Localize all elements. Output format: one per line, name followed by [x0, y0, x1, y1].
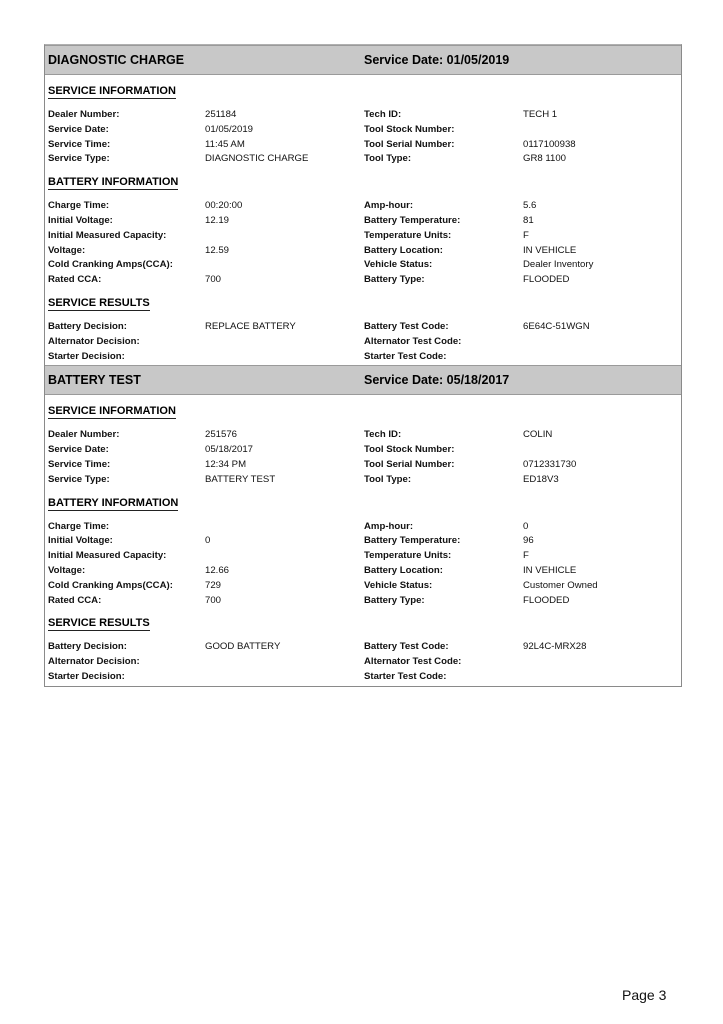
field-value: 12.66 — [205, 564, 230, 576]
field-value: 6E64C-51WGN — [523, 320, 590, 332]
field-label: Initial Voltage: — [48, 214, 113, 226]
service-report — [44, 44, 682, 687]
field-value: 12.19 — [205, 214, 230, 226]
subsection-heading: SERVICE INFORMATION — [48, 85, 176, 97]
field-value: ED18V3 — [523, 473, 559, 485]
field-value: 12:34 PM — [205, 458, 247, 470]
field-label: Amp-hour: — [364, 200, 414, 212]
field-label: Cold Cranking Amps(CCA): — [48, 259, 173, 271]
table-row — [45, 474, 681, 489]
field-label: Battery Temperature: — [364, 535, 461, 547]
field-value: Dealer Inventory — [523, 259, 594, 271]
field-value: 0 — [523, 520, 529, 532]
field-value: Customer Owned — [523, 579, 598, 591]
table-row — [45, 459, 681, 474]
field-label: Tool Type: — [364, 153, 412, 165]
field-label: Battery Type: — [364, 594, 425, 606]
field-label: Starter Decision: — [48, 670, 125, 682]
field-label: Battery Location: — [364, 244, 443, 256]
section-service-date: Service Date: 01/05/2019 — [364, 53, 510, 67]
table-row — [45, 429, 681, 444]
field-value: FLOODED — [523, 274, 570, 286]
field-label: Battery Location: — [364, 564, 443, 576]
table-row — [45, 245, 681, 260]
field-label: Rated CCA: — [48, 594, 102, 606]
table-row — [45, 641, 681, 656]
field-value: IN VEHICLE — [523, 244, 577, 256]
field-label: Service Type: — [48, 473, 110, 485]
subsection-heading: SERVICE INFORMATION — [48, 405, 176, 418]
subsection-heading: BATTERY INFORMATION — [48, 176, 179, 189]
field-label: Battery Decision: — [48, 320, 127, 332]
service-results-table — [45, 321, 681, 365]
field-label: Rated CCA: — [48, 274, 102, 286]
field-label: Tool Serial Number: — [364, 458, 455, 470]
subsection-heading: SERVICE RESULTS — [48, 617, 150, 630]
field-label: Initial Measured Capacity: — [48, 229, 167, 241]
field-label: Tool Stock Number: — [364, 444, 455, 456]
field-label: Service Date: — [48, 444, 109, 456]
field-value: 81 — [523, 214, 534, 226]
section-title: DIAGNOSTIC CHARGE — [48, 53, 185, 67]
field-value: GR8 1100 — [523, 153, 567, 165]
table-row — [45, 671, 681, 686]
table-row — [45, 595, 681, 610]
field-label: Alternator Decision: — [48, 656, 140, 668]
table-row — [45, 565, 681, 580]
table-row — [45, 109, 681, 124]
field-value: 0 — [205, 535, 211, 547]
field-label: Starter Test Code: — [364, 670, 447, 682]
field-label: Alternator Decision: — [48, 335, 140, 347]
field-label: Dealer Number: — [48, 109, 120, 120]
field-value: 251576 — [205, 429, 238, 441]
field-value: BATTERY TEST — [205, 473, 276, 485]
field-label: Service Date: — [48, 123, 109, 135]
table-row — [45, 259, 681, 274]
field-value: REPLACE BATTERY — [205, 320, 296, 332]
field-label: Battery Decision: — [48, 641, 127, 653]
subsection-heading: SERVICE RESULTS — [48, 296, 150, 309]
field-label: Dealer Number: — [48, 429, 120, 441]
field-value: 00:20:00 — [205, 200, 243, 212]
field-label: Service Time: — [48, 138, 111, 150]
table-row — [45, 336, 681, 351]
field-value: 700 — [205, 594, 222, 606]
field-label: Battery Test Code: — [364, 641, 449, 653]
field-label: Tool Stock Number: — [364, 123, 455, 135]
field-label: Voltage: — [48, 244, 86, 256]
field-value: IN VEHICLE — [523, 564, 577, 576]
field-label: Initial Measured Capacity: — [48, 550, 167, 562]
field-value: 11:45 AM — [205, 138, 245, 150]
field-label: Vehicle Status: — [364, 259, 433, 271]
table-row — [45, 230, 681, 245]
section-header — [45, 365, 681, 395]
field-label: Cold Cranking Amps(CCA): — [48, 579, 173, 591]
field-label: Temperature Units: — [364, 550, 452, 562]
field-label: Temperature Units: — [364, 229, 452, 241]
field-label: Tool Serial Number: — [364, 138, 455, 150]
field-value: TECH 1 — [523, 109, 558, 120]
field-label: Initial Voltage: — [48, 535, 113, 547]
service-information-table — [45, 429, 681, 488]
service-record — [45, 45, 681, 365]
field-label: Battery Type: — [364, 274, 425, 286]
table-row — [45, 656, 681, 671]
table-row — [45, 139, 681, 154]
field-label: Alternator Test Code: — [364, 656, 462, 668]
field-label: Starter Test Code: — [364, 350, 447, 362]
table-row — [45, 550, 681, 565]
section-header — [45, 45, 681, 75]
table-row — [45, 215, 681, 230]
field-label: Tech ID: — [364, 109, 402, 120]
field-label: Starter Decision: — [48, 350, 125, 362]
field-value: COLIN — [523, 429, 553, 441]
field-value: F — [523, 550, 529, 562]
battery-information-table — [45, 200, 681, 289]
subsection-heading: BATTERY INFORMATION — [48, 496, 179, 509]
table-row — [45, 200, 681, 215]
field-value: 0712331730 — [523, 458, 577, 470]
field-value: 0117100938 — [523, 138, 576, 150]
field-label: Amp-hour: — [364, 520, 414, 532]
field-value: 251184 — [205, 109, 237, 120]
table-row — [45, 521, 681, 536]
table-row — [45, 124, 681, 139]
service-information-table — [45, 109, 681, 168]
field-value: 01/05/2019 — [205, 123, 254, 135]
field-value: DIAGNOSTIC CHARGE — [205, 153, 309, 165]
battery-information-table — [45, 521, 681, 610]
field-value: 96 — [523, 535, 534, 547]
field-value: FLOODED — [523, 594, 570, 606]
field-value: 92L4C-MRX28 — [523, 641, 587, 653]
field-label: Tech ID: — [364, 429, 402, 441]
table-row — [45, 351, 681, 366]
field-value: GOOD BATTERY — [205, 641, 281, 653]
service-record — [45, 365, 681, 685]
field-value: F — [523, 229, 529, 241]
field-value: 729 — [205, 579, 222, 591]
field-value: 5.6 — [523, 200, 537, 212]
field-label: Voltage: — [48, 564, 86, 576]
field-label: Service Type: — [48, 153, 110, 165]
field-value: 05/18/2017 — [205, 444, 254, 456]
field-value: 12.59 — [205, 244, 230, 256]
field-value: 700 — [205, 274, 222, 286]
table-row — [45, 321, 681, 336]
field-label: Tool Type: — [364, 473, 412, 485]
table-row — [45, 444, 681, 459]
field-label: Alternator Test Code: — [364, 335, 462, 347]
section-service-date: Service Date: 05/18/2017 — [364, 373, 510, 388]
field-label: Service Time: — [48, 458, 111, 470]
service-results-table — [45, 641, 681, 685]
field-label: Battery Test Code: — [364, 320, 449, 332]
field-label: Charge Time: — [48, 520, 110, 532]
page-number: Page 3 — [622, 987, 667, 1003]
field-label: Vehicle Status: — [364, 579, 433, 591]
field-label: Charge Time: — [48, 200, 110, 212]
section-title: BATTERY TEST — [48, 373, 141, 388]
table-row — [45, 580, 681, 595]
table-row — [45, 535, 681, 550]
field-label: Battery Temperature: — [364, 214, 461, 226]
table-row — [45, 274, 681, 289]
table-row — [45, 153, 681, 168]
